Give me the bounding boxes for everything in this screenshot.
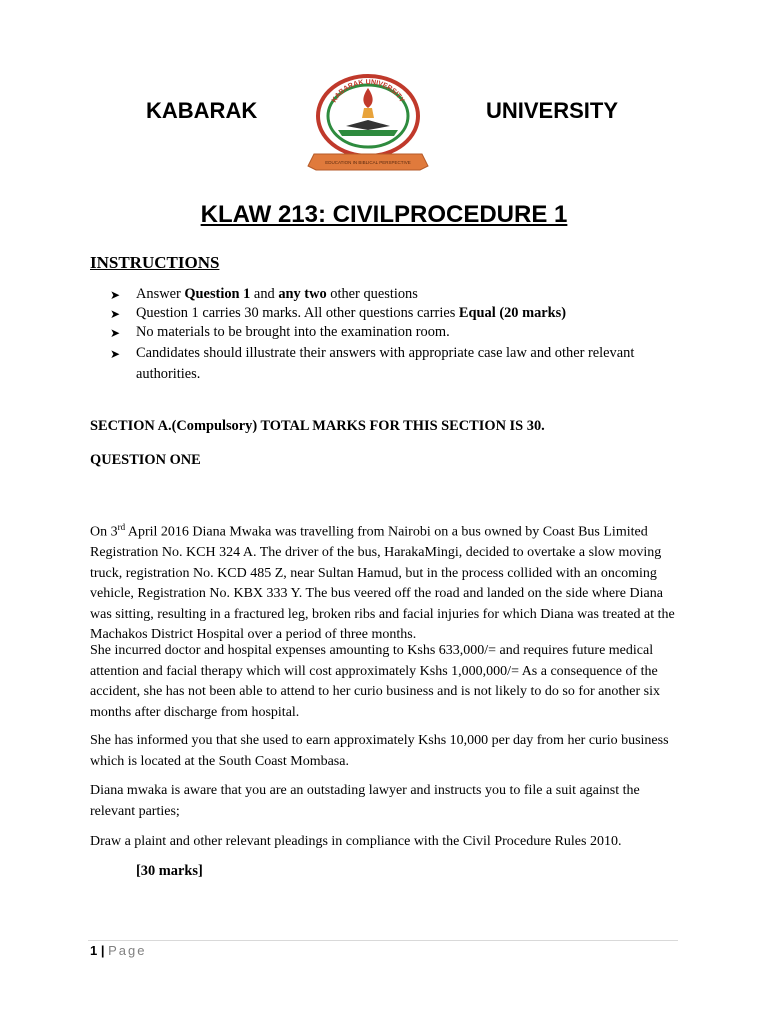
footer-separator: | bbox=[97, 943, 109, 958]
question-paragraph-3: She has informed you that she used to earn approximately Kshs 10,000 per day from her curio business which is located at the South Coast Mombasa. bbox=[90, 733, 669, 769]
instruction-item-2: ➤ Question 1 carries 30 marks. All other questions carries Equal (20 marks) bbox=[110, 303, 680, 325]
arrow-bullet-icon: ➤ bbox=[110, 288, 121, 302]
question-paragraph-2: She incurred doctor and hospital expenses amounting to Kshs 633,000/= and requires future medical attention and facial therapy which will cost approximately Kshs 1,000,000/= As a consequence of the accident, she has not been able to attend to her curio business and is not likely to do so for another six months after discharge from hospital. bbox=[90, 643, 660, 720]
question-paragraph-4: Diana mwaka is aware that you are an outstading lawyer and instructs you to file a suit against the relevant parties; bbox=[90, 783, 640, 819]
instruction-item-3: ➤ No materials to be brought into the examination room. bbox=[110, 322, 680, 344]
logo-ribbon-text: EDUCATION IN BIBLICAL PERSPECTIVE bbox=[325, 160, 411, 165]
section-heading: SECTION A.(Compulsory) TOTAL MARKS FOR THIS SECTION IS 30. bbox=[90, 418, 545, 434]
arrow-bullet-icon: ➤ bbox=[110, 307, 121, 321]
instruction-item-4: ➤ Candidates should illustrate their answers with appropriate case law and other relevant authorities. bbox=[110, 343, 680, 385]
footer-divider bbox=[88, 940, 678, 941]
university-logo bbox=[302, 74, 434, 178]
logo-base bbox=[338, 130, 398, 136]
page-word: Page bbox=[108, 943, 147, 958]
arrow-bullet-icon: ➤ bbox=[110, 326, 121, 340]
question-label: QUESTION ONE bbox=[90, 452, 201, 468]
header-kabarak: KABARAK bbox=[146, 98, 258, 123]
marks-label: [30 marks] bbox=[136, 863, 203, 879]
question-paragraph-1: On 3rd April 2016 Diana Mwaka was travelling from Nairobi on a bus owned by Coast Bus Limited Registration No. KCH 324 A. The driver of the bus, HarakaMingi, decided to overtake a slow moving truck, registration No. KCD 485 Z, near Sultan Hamud, but in the process collided with an oncoming vehicle, Registration No. KBX 333 Y. The bus veered off the road and landed on the side where Diana was sitting, resulting in a fractured leg, broken ribs and facial injuries for which Diana was treated at the Machakos District Hospital over a period of three months. bbox=[90, 522, 675, 643]
arrow-bullet-icon: ➤ bbox=[110, 347, 121, 361]
torch-icon bbox=[362, 108, 374, 118]
question-paragraph-5: Draw a plaint and other relevant pleadings in compliance with the Civil Procedure Rules 2010. bbox=[90, 834, 622, 849]
course-title: KLAW 213: CIVILPROCEDURE 1 bbox=[200, 201, 568, 228]
logo-arc-text: KABARAK UNIVERSITY bbox=[330, 78, 406, 104]
page-number: 1 bbox=[90, 943, 98, 958]
header-university: UNIVERSITY bbox=[486, 98, 619, 123]
instruction-item-1: ➤ Answer Question 1 and any two other questions bbox=[110, 284, 680, 306]
page-footer bbox=[90, 943, 146, 958]
instructions-heading: INSTRUCTIONS bbox=[90, 253, 220, 272]
